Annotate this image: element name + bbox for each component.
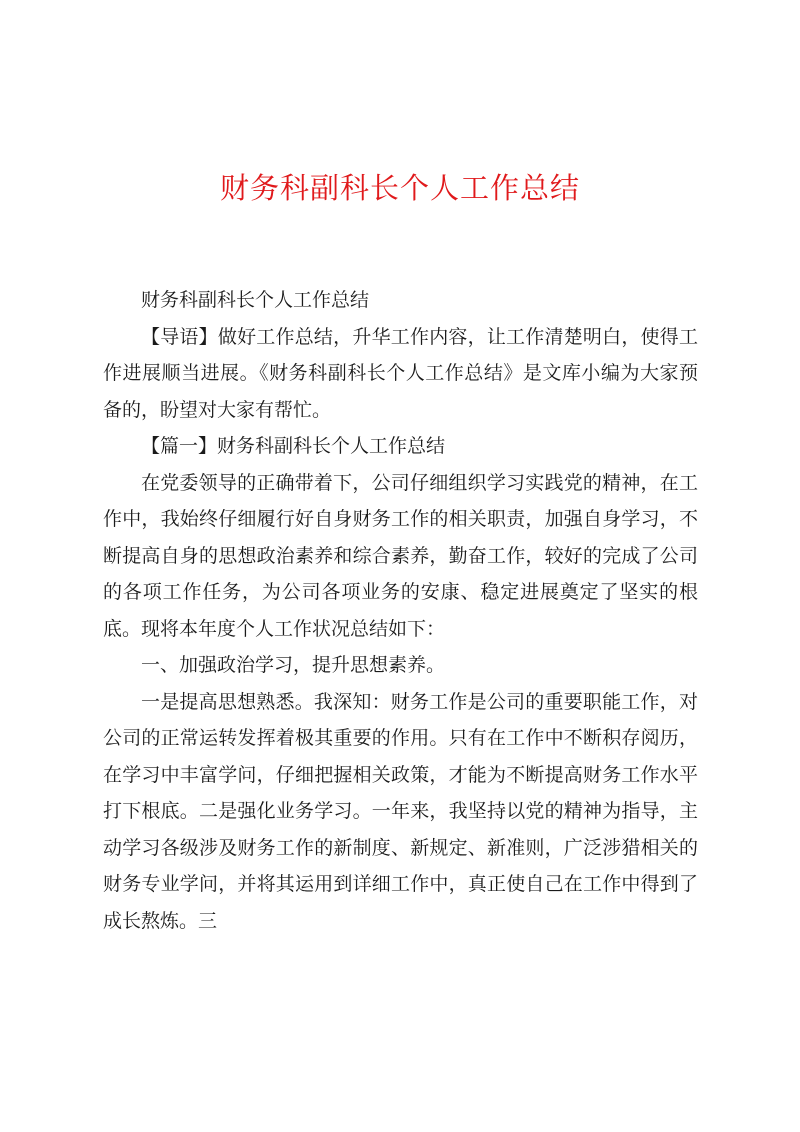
paragraph-item-heading: 一、加强政治学习，提升思想素养。: [141, 654, 446, 676]
paragraph-section-heading: 【篇一】财务科副科长个人工作总结: [141, 435, 446, 457]
paragraph-intro: 【导语】做好工作总结，升华工作内容，让工作清楚明白，使得工作进展顺当进展。《财务科副科长个人工作总结》是文库小编为大家预备的，盼望对大家有帮忙。: [103, 325, 698, 421]
paragraph-body: 一是提高思想熟悉。我深知：财务工作是公司的重要职能工作，对公司的正常运转发挥着极其重要的作用。只有在工作中不断积存阅历，在学习中丰富学问，仔细把握相关政策，才能为不断提高财务工作水平打下根底。二是强化业务学习。一年来，我坚持以党的精神为指导，主动学习各级涉及财务工作的新制度、新规定、新准则，广泛涉猎相关的财务专业学问，并将其运用到详细工作中，真正使自己在工作中得到了成长熬炼。三: [103, 690, 698, 932]
document-title: 财务科副科长个人工作总结: [219, 171, 580, 205]
paragraph-subtitle: 财务科副科长个人工作总结: [141, 289, 370, 311]
paragraph-body: 在党委领导的正确带着下，公司仔细组织学习实践党的精神，在工作中，我始终仔细履行好自身财务工作的相关职责，加强自身学习，不断提高自身的思想政治素养和综合素养，勤奋工作，较好的完成了公司的各项工作任务，为公司各项业务的安康、稳定进展奠定了坚实的根底。现将本年度个人工作状况总结如下：: [103, 471, 698, 640]
document-body: [103, 282, 698, 939]
